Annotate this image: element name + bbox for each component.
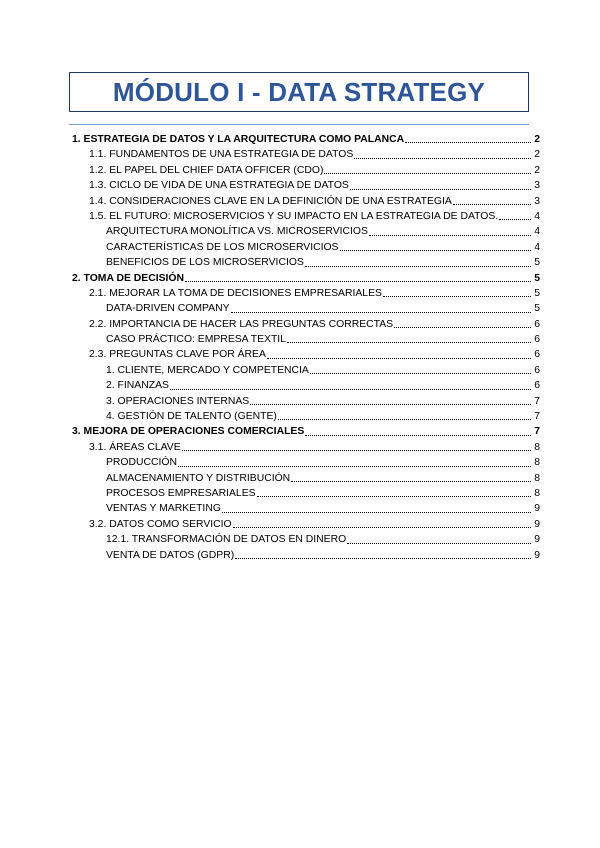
toc-entry-page-number: 7 (534, 411, 540, 423)
toc-entry[interactable] (72, 486, 540, 501)
toc-entry[interactable] (72, 548, 540, 563)
toc-entry[interactable] (72, 147, 540, 162)
toc-leader-dots (231, 312, 531, 313)
toc-leader-dots (257, 496, 531, 497)
toc-entry-page-number: 4 (534, 241, 540, 253)
toc-entry-page-number: 5 (534, 272, 540, 284)
toc-entry-label: 1. CLIENTE, MERCADO Y COMPETENCIA (106, 364, 309, 376)
toc-entry-page-number: 5 (534, 257, 540, 269)
title-divider (69, 124, 529, 125)
toc-entry-label: 3. OPERACIONES INTERNAS (106, 395, 250, 407)
document-title: MÓDULO I - DATA STRATEGY (112, 76, 486, 107)
toc-entry-label: CARACTERÍSTICAS DE LOS MICROSERVICIOS (106, 241, 339, 253)
toc-entry-label: VENTAS Y MARKETING (106, 503, 221, 515)
toc-leader-dots (305, 435, 531, 436)
toc-leader-dots (278, 419, 531, 420)
toc-entry-label: 3. MEJORA DE OPERACIONES COMERCIALES (72, 426, 305, 438)
toc-entry[interactable] (72, 240, 540, 255)
toc-entry-page-number: 3 (534, 195, 540, 207)
toc-entry-page-number: 3 (534, 180, 540, 192)
toc-leader-dots (250, 404, 531, 405)
toc-entry[interactable] (72, 132, 540, 147)
toc-entry-page-number: 4 (534, 210, 540, 222)
toc-leader-dots (287, 342, 531, 343)
toc-leader-dots (305, 266, 531, 267)
toc-leader-dots (185, 281, 531, 282)
toc-entry[interactable] (72, 517, 540, 532)
toc-leader-dots (354, 158, 531, 159)
toc-entry-label: 1.1. FUNDAMENTOS DE UNA ESTRATEGIA DE DATOS (89, 149, 354, 161)
table-of-contents (72, 132, 540, 563)
document-title-box (69, 72, 529, 112)
toc-entry-label: ALMACENAMIENTO Y DISTRIBUCIÓN (106, 472, 291, 484)
toc-leader-dots (291, 481, 531, 482)
toc-entry[interactable] (72, 271, 540, 286)
toc-entry-page-number: 6 (534, 318, 540, 330)
toc-entry-label: 2.3. PREGUNTAS CLAVE POR ÁREA (89, 349, 266, 361)
toc-entry-label: 2. TOMA DE DECISIÓN (72, 272, 185, 284)
toc-entry-label: 3.1. ÁREAS CLAVE (89, 441, 181, 453)
toc-entry-page-number: 7 (534, 395, 540, 407)
toc-entry[interactable] (72, 501, 540, 516)
toc-entry-page-number: 8 (534, 487, 540, 499)
toc-entry[interactable] (72, 332, 540, 347)
toc-entry-label: 1.5. EL FUTURO: MICROSERVICIOS Y SU IMPACTO EN LA ESTRATEGIA DE DATOS. (89, 210, 499, 222)
toc-entry-label: 12.1. TRANSFORMACIÓN DE DATOS EN DINERO (106, 534, 347, 546)
toc-entry-page-number: 8 (534, 441, 540, 453)
toc-entry-label: 1. ESTRATEGIA DE DATOS Y LA ARQUITECTURA COMO PALANCA (72, 134, 405, 145)
toc-entry-label: BENEFICIOS DE LOS MICROSERVICIOS (106, 257, 304, 269)
toc-entry[interactable] (72, 194, 540, 209)
toc-entry-page-number: 9 (534, 534, 540, 546)
toc-leader-dots (369, 235, 531, 236)
toc-leader-dots (310, 373, 531, 374)
toc-entry-page-number: 9 (534, 549, 540, 561)
toc-leader-dots (453, 204, 531, 205)
toc-entry-page-number: 6 (534, 334, 540, 346)
toc-entry[interactable] (72, 440, 540, 455)
toc-leader-dots (233, 527, 531, 528)
toc-entry-page-number: 2 (534, 149, 540, 161)
toc-entry-label: 3.2. DATOS COMO SERVICIO (89, 518, 232, 530)
toc-leader-dots (383, 296, 531, 297)
toc-leader-dots (394, 327, 531, 328)
toc-entry[interactable] (72, 532, 540, 547)
toc-entry-page-number: 6 (534, 380, 540, 392)
toc-entry[interactable] (72, 347, 540, 362)
toc-entry[interactable] (72, 163, 540, 178)
toc-leader-dots (324, 173, 531, 174)
toc-entry[interactable] (72, 286, 540, 301)
toc-leader-dots (350, 189, 531, 190)
toc-entry-label: 2.1. MEJORAR LA TOMA DE DECISIONES EMPRESARIALES (89, 287, 382, 299)
toc-entry-page-number: 2 (534, 164, 540, 176)
toc-leader-dots (235, 558, 531, 559)
toc-entry[interactable] (72, 471, 540, 486)
toc-entry-page-number: 6 (534, 364, 540, 376)
toc-entry-label: ARQUITECTURA MONOLÍTICA VS. MICROSERVICIOS (106, 226, 368, 238)
toc-entry-page-number: 5 (534, 303, 540, 315)
toc-leader-dots (347, 543, 531, 544)
toc-entry-label: 1.3. CICLO DE VIDA DE UNA ESTRATEGIA DE DATOS (89, 180, 349, 192)
toc-entry-label: DATA-DRIVEN COMPANY (106, 303, 230, 315)
toc-entry-page-number: 9 (534, 503, 540, 515)
toc-entry-label: PRODUCCIÓN (106, 457, 178, 469)
toc-entry[interactable] (72, 209, 540, 224)
toc-leader-dots (178, 466, 531, 467)
toc-entry-label: PROCESOS EMPRESARIALES (106, 487, 256, 499)
toc-entry[interactable] (72, 224, 540, 239)
toc-entry-label: 2. FINANZAS (106, 380, 169, 392)
toc-entry[interactable] (72, 363, 540, 378)
toc-leader-dots (499, 219, 531, 220)
toc-entry[interactable] (72, 455, 540, 470)
toc-entry-page-number: 5 (534, 287, 540, 299)
toc-entry[interactable] (72, 317, 540, 332)
toc-entry[interactable] (72, 424, 540, 439)
toc-entry-label: 2.2. IMPORTANCIA DE HACER LAS PREGUNTAS CORRECTAS (89, 318, 394, 330)
toc-leader-dots (405, 142, 531, 143)
toc-entry-label: CASO PRÁCTICO: EMPRESA TEXTIL (106, 334, 286, 346)
toc-entry[interactable] (72, 255, 540, 270)
toc-entry-label: 1.2. EL PAPEL DEL CHIEF DATA OFFICER (CDO) (89, 164, 324, 176)
toc-entry-label: 4. GESTIÓN DE TALENTO (GENTE) (106, 411, 277, 423)
toc-entry[interactable] (72, 378, 540, 393)
toc-entry[interactable] (72, 409, 540, 424)
toc-entry[interactable] (72, 394, 540, 409)
toc-entry-label: VENTA DE DATOS (GDPR) (106, 549, 235, 561)
toc-leader-dots (340, 250, 532, 251)
toc-entry[interactable] (72, 301, 540, 316)
toc-leader-dots (170, 389, 531, 390)
toc-entry-page-number: 9 (534, 518, 540, 530)
toc-leader-dots (222, 512, 531, 513)
toc-entry-label: 1.4. CONSIDERACIONES CLAVE EN LA DEFINICIÓN DE UNA ESTRATEGIA (89, 195, 452, 207)
toc-entry-page-number: 8 (534, 457, 540, 469)
toc-entry-page-number: 2 (534, 134, 540, 145)
toc-leader-dots (182, 450, 531, 451)
toc-entry-page-number: 6 (534, 349, 540, 361)
toc-entry-page-number: 7 (534, 426, 540, 438)
toc-entry[interactable] (72, 178, 540, 193)
toc-entry-page-number: 8 (534, 472, 540, 484)
toc-leader-dots (267, 358, 531, 359)
toc-entry-page-number: 4 (534, 226, 540, 238)
